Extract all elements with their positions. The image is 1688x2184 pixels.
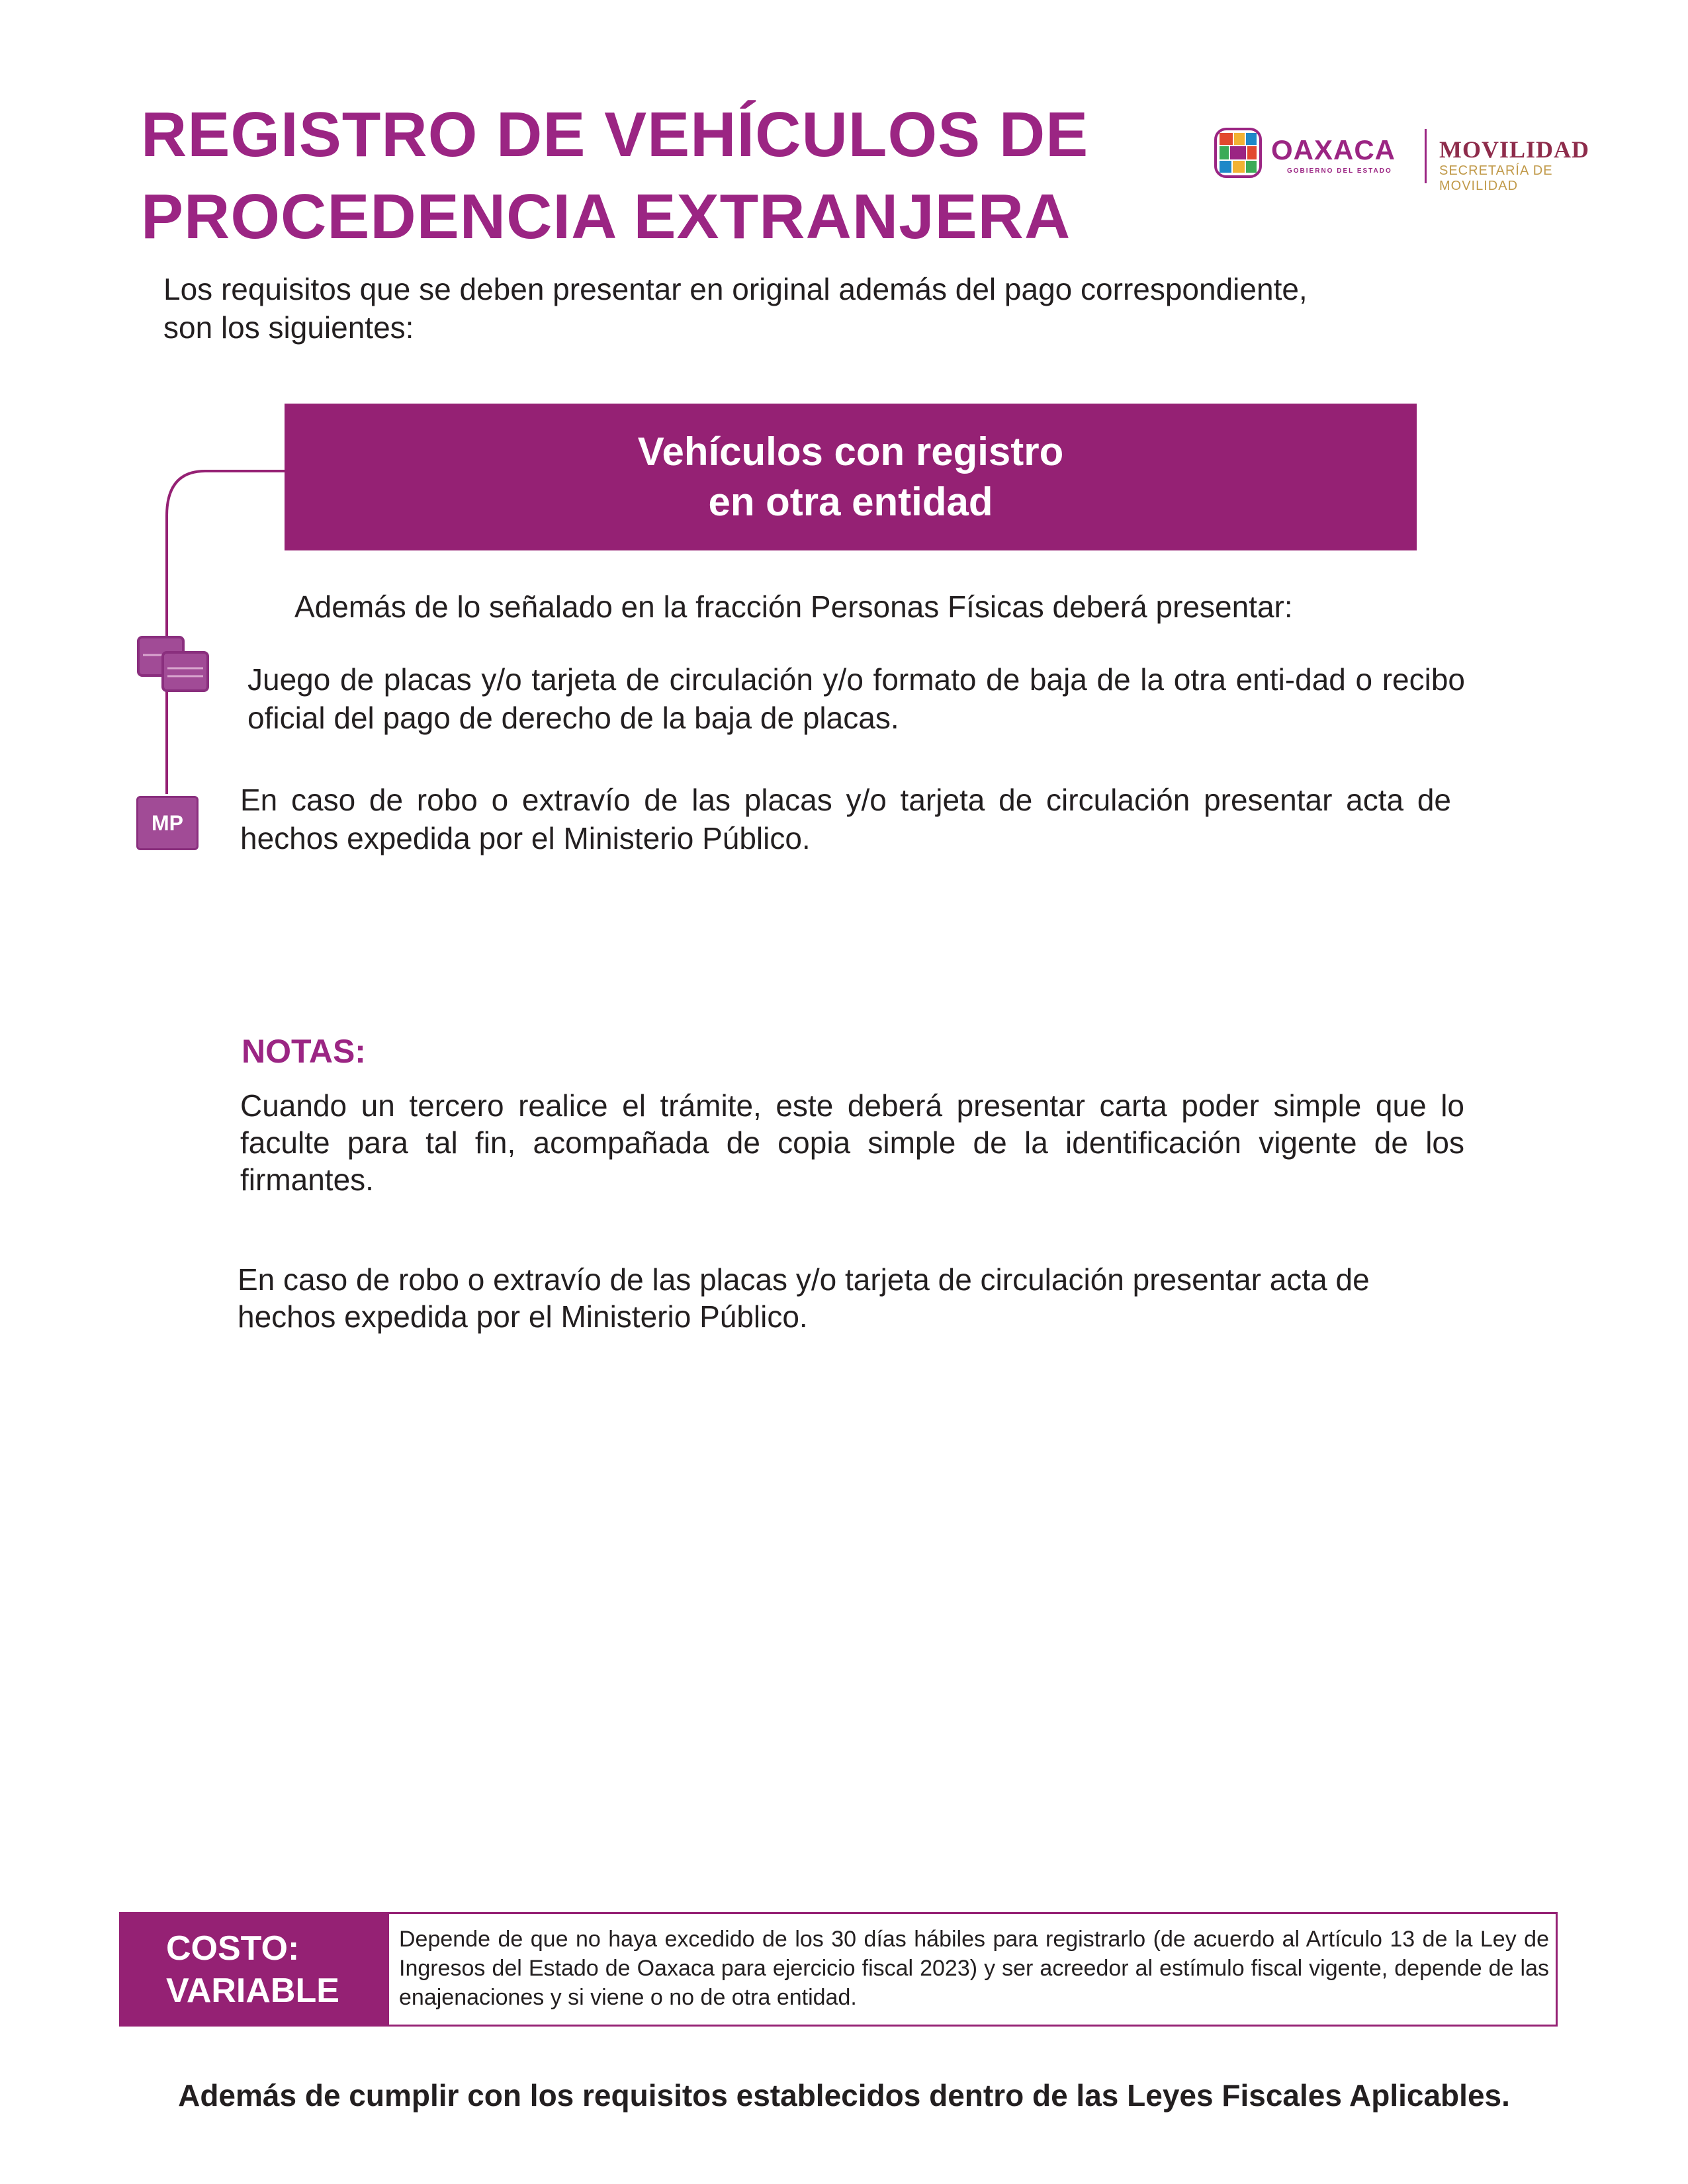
- logo-secretaria-text: SECRETARÍA DE MOVILIDAD: [1439, 163, 1553, 193]
- section-sub-intro: Además de lo señalado en la fracción Personas Físicas deberá presentar:: [294, 590, 1293, 624]
- cost-box: [119, 1912, 1558, 2027]
- oaxaca-emblem-icon: [1214, 128, 1262, 178]
- section-heading-box: [285, 404, 1417, 550]
- logo-movilidad-text: MOVILIDAD: [1439, 136, 1590, 163]
- logo-gobierno-text: GOBIERNO DEL ESTADO: [1287, 167, 1392, 175]
- intro-line-2: son los siguientes:: [163, 310, 414, 345]
- oaxaca-movilidad-logo: [1214, 128, 1628, 193]
- logo-oaxaca-text: OAXACA: [1271, 134, 1396, 165]
- mp-icon-label: MP: [152, 810, 183, 835]
- requirement-item: Juego de placas y/o tarjeta de circulación y/o formato de baja de la otra enti-dad o recibo oficial del pago de derecho de la baja de placas.: [247, 662, 1465, 735]
- cost-label-box: [121, 1914, 389, 2025]
- requirement-item: En caso de robo o extravío de las placas y/o tarjeta de circulación presentar acta de hechos expedida por el Ministerio Público.: [240, 783, 1451, 855]
- cost-description: Depende de que no haya excedido de los 30 días hábiles para registrarlo (de acuerdo al Artículo 13 de la Ley de Ingresos del Estado de Oaxaca para ejercicio fiscal 2023) y ser acreedor al estímulo fiscal vigente, depende de las enajenaciones y si viene o no de otra entidad.: [399, 1927, 1549, 2010]
- logo-divider: [1425, 129, 1427, 183]
- intro-text: [163, 270, 1487, 347]
- page-title-line-2: PROCEDENCIA EXTRANJERA: [141, 181, 1071, 252]
- cost-label: COSTO: VARIABLE: [166, 1929, 339, 2010]
- section-heading: Vehículos con registro en otra entidad: [637, 429, 1064, 524]
- mp-icon: [136, 796, 199, 850]
- page-title: [141, 94, 1173, 258]
- footer-text: Además de cumplir con los requisitos establecidos dentro de las Leyes Fiscales Aplicables.: [178, 2078, 1510, 2113]
- page-title-line-1: REGISTRO DE VEHÍCULOS DE: [141, 99, 1089, 170]
- notes-title: NOTAS:: [242, 1033, 366, 1070]
- note-item: En caso de robo o extravío de las placas y/o tarjeta de circulación presentar acta de hechos expedida por el Ministerio Público.: [238, 1262, 1370, 1334]
- note-item: Cuando un tercero realice el trámite, este deberá presentar carta poder simple que lo faculte para tal fin, acompañada de copia simple de la identificación vigente de los firmantes.: [240, 1088, 1464, 1197]
- intro-line-1: Los requisitos que se deben presentar en original además del pago correspondiente,: [163, 272, 1308, 306]
- cards-icon: [136, 635, 210, 693]
